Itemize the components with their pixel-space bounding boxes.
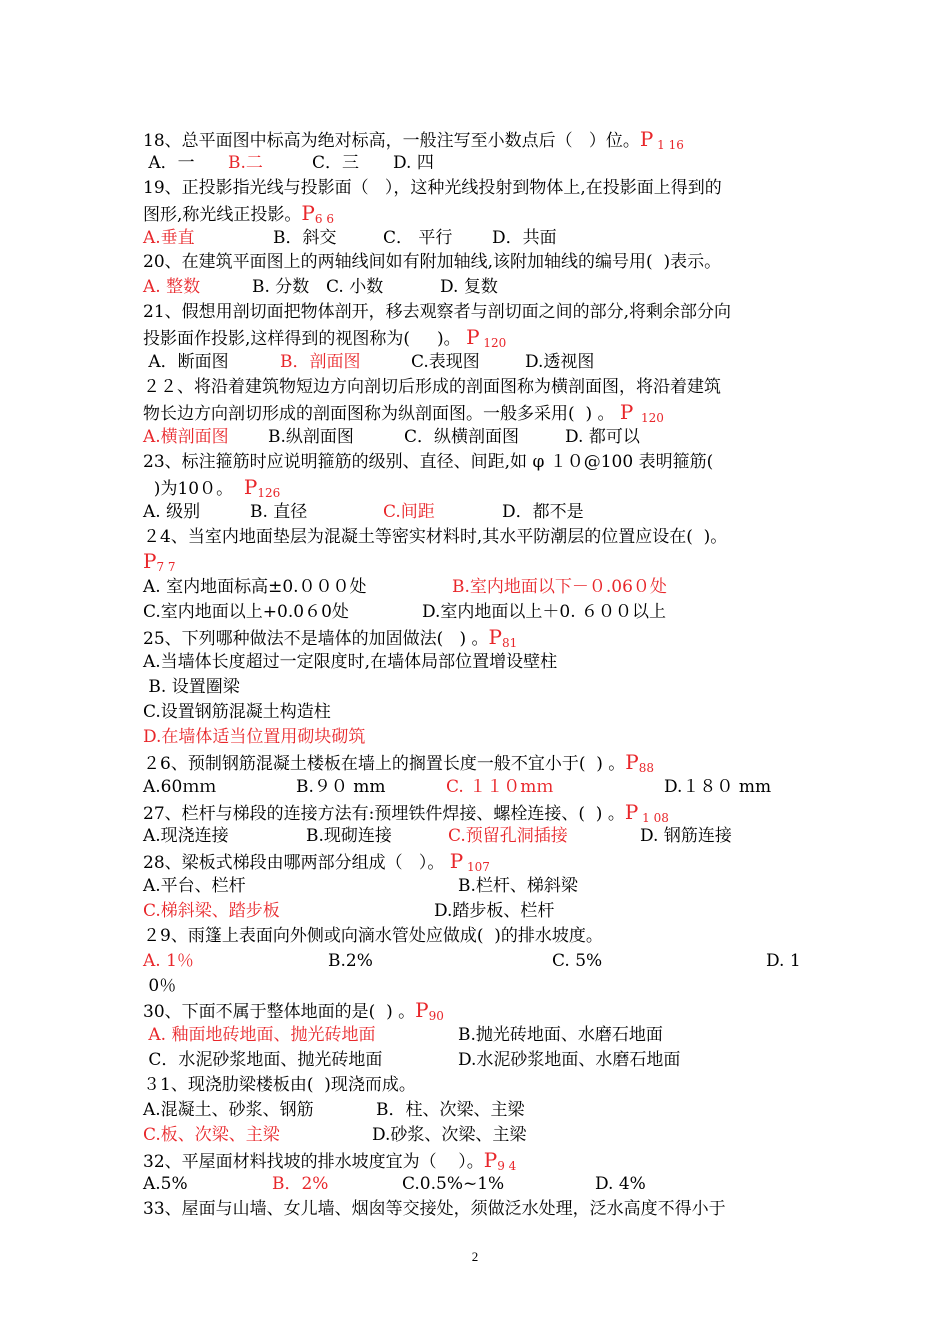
option-text: A．一 (143, 153, 195, 173)
option-text: D.水泥砂浆地面、水磨石地面 (458, 1050, 681, 1070)
page-ref-number: 1 08 (638, 811, 669, 825)
page-ref-marker: P (301, 201, 315, 225)
option-text: A. 室内地面标高±0.０００处 (143, 577, 367, 597)
question-line (143, 451, 713, 473)
question-line (143, 626, 517, 654)
option-text: C.0.5%~1% (402, 1174, 505, 1194)
answer-option: B．2% (272, 1174, 329, 1194)
text-segment: ２9、雨篷上表面向外侧或向滴水管处应做成( )的排水坡度。 (143, 926, 603, 946)
question-line (143, 925, 603, 947)
option-text: D.透视图 (525, 352, 595, 372)
page-ref-marker: P (143, 549, 157, 573)
text-segment: 18、总平面图中标高为绝对标高，一般注写至小数点后（ ）位。 (143, 131, 640, 151)
text-segment: 30、下面不属于整体地面的是( ) 。 (143, 1002, 416, 1022)
page-ref-marker: P (243, 475, 258, 499)
answer-option: B.室内地面以下－０.06０处 (452, 577, 667, 597)
option-text: C．三 (312, 153, 360, 173)
question-line (143, 850, 490, 878)
text-segment: 27、栏杆与梯段的连接方法有:预埋铁件焊接、螺栓连接、( ) 。 (143, 804, 625, 824)
question-line (143, 301, 731, 323)
option-text: B.现砌连接 (306, 826, 392, 846)
page-ref-number: 126 (257, 486, 281, 500)
answer-option: A.横剖面图 (143, 427, 229, 447)
option-text: D. 四 (393, 153, 434, 173)
option-text: D. 4% (595, 1174, 646, 1194)
answer-option: C.板、次梁、主梁 (143, 1125, 280, 1145)
page-ref-number: 88 (638, 761, 655, 775)
text-segment: 28、梁板式梯段由哪两部分组成（ ）。 (143, 853, 450, 873)
question-line (143, 1198, 726, 1220)
answer-option: B.二 (228, 153, 263, 173)
option-text: B. 直径 (250, 502, 308, 522)
page-ref-marker: P (466, 325, 480, 349)
option-text: B.纵剖面图 (268, 427, 354, 447)
page-number: 2 (471, 1249, 479, 1264)
option-text: C.室内地面以上+0.0６0处 (143, 602, 349, 622)
page-ref-marker: P (639, 127, 654, 151)
option-text: C. 小数 (326, 277, 384, 297)
option-text: B.９０ mm (296, 777, 386, 797)
text-segment: 0％ (143, 976, 177, 996)
text-segment: )为10０。 (143, 479, 244, 499)
question-line (143, 550, 176, 578)
text-segment: 20、在建筑平面图上的两轴线间如有附加轴线,该附加轴线的编号用( )表示。 (143, 252, 722, 272)
answer-option: C.预留孔洞插接 (448, 826, 568, 846)
option-text: D．共面 (492, 228, 557, 248)
question-line (143, 476, 280, 504)
answer-option: A. 釉面地砖地面、抛光砖地面 (143, 1025, 376, 1045)
option-text: B.栏杆、梯斜梁 (458, 876, 578, 896)
page-ref-number: 1 16 (653, 138, 684, 152)
page-ref-number: 6 6 (314, 212, 334, 226)
question-line (143, 651, 557, 673)
question-line (143, 751, 654, 779)
answer-text: D.在墙体适当位置用砌块砌筑 (143, 727, 366, 747)
question-line (143, 202, 334, 230)
option-text: C．纵横剖面图 (404, 427, 520, 447)
option-text: D.室内地面以上＋0. ６００以上 (422, 602, 667, 622)
option-text: D. 都可以 (565, 427, 640, 447)
text-segment: B. 设置圈梁 (143, 677, 240, 697)
option-text: D. 1 (766, 951, 801, 971)
question-line (143, 326, 506, 354)
text-segment: 物长边方向剖切形成的剖面图称为纵剖面图。一般多采用( ) 。 (143, 404, 620, 424)
page-ref-marker: P (619, 400, 634, 424)
page-ref-marker: P (625, 750, 639, 774)
page-ref-marker: P (624, 800, 639, 824)
option-text: C. 5% (552, 951, 603, 971)
text-segment: 33、屋面与山墙、女儿墙、烟囱等交接处，须做泛水处理，泛水高度不得小于 (143, 1199, 726, 1219)
text-segment: A.当墙体长度超过一定限度时,在墙体局部位置增设壁柱 (143, 652, 558, 672)
option-text: D.１８０ mm (664, 777, 772, 797)
question-line (143, 726, 365, 748)
option-text: B. 分数 (252, 277, 310, 297)
option-text: A.5% (143, 1174, 188, 1194)
option-text: A. 级别 (143, 502, 201, 522)
text-segment: 19、正投影指光线与投影面（ ），这种光线投射到物体上,在投影面上得到的 (143, 178, 722, 198)
text-segment: 23、标注箍筋时应说明箍筋的级别、直径、间距,如 φ １０@100 表明箍筋( (143, 452, 714, 472)
page-ref-number: 120 (479, 336, 507, 350)
text-segment: 21、假想用剖切面把物体剖开，移去观察者与剖切面之间的部分,将剩余部分向 (143, 302, 732, 322)
question-line (143, 999, 444, 1027)
page-ref-number: 120 (633, 411, 664, 425)
question-line (143, 975, 176, 997)
page-ref-marker: P (449, 849, 464, 873)
question-line (143, 251, 721, 273)
option-text: D. 钢筋连接 (640, 826, 732, 846)
page-ref-number: 90 (428, 1009, 444, 1023)
option-text: C．水泥砂浆地面、抛光砖地面 (143, 1050, 383, 1070)
option-text: A.平台、栏杆 (143, 876, 246, 896)
option-text: A.混凝土、砂浆、钢筋 (143, 1100, 314, 1120)
option-text: C.表现图 (411, 352, 480, 372)
option-text: D．都不是 (502, 502, 584, 522)
option-text: C． 平行 (383, 228, 453, 248)
option-text: B.2% (328, 951, 373, 971)
text-segment: C.设置钢筋混凝土构造柱 (143, 702, 331, 722)
page-ref-number: 81 (501, 636, 518, 650)
question-line (143, 177, 722, 199)
text-segment: 图形,称光线正投影。 (143, 205, 302, 225)
text-segment: ２6、预制钢筋混凝土楼板在墙上的搁置长度一般不宜小于( ) 。 (143, 754, 626, 774)
text-segment: 25、下列哪种做法不是墙体的加固做法( ) 。 (143, 629, 489, 649)
answer-option: C.间距 (383, 502, 435, 522)
page-ref-number: 107 (463, 860, 490, 874)
page-ref-marker: P (415, 998, 429, 1022)
page-ref-number: 7 7 (156, 560, 176, 574)
question-line (143, 1074, 416, 1096)
option-text: D.踏步板、栏杆 (434, 901, 555, 921)
question-line (143, 401, 664, 429)
page-ref-marker: P (483, 1148, 498, 1172)
text-segment: 投影面作投影,这样得到的视图称为( )。 (143, 329, 467, 349)
text-segment: ２２、将沿着建筑物短边方向剖切后形成的剖面图称为横剖面图，将沿着建筑 (143, 377, 721, 397)
answer-option: C.梯斜梁、踏步板 (143, 901, 280, 921)
question-line (143, 676, 240, 698)
answer-option: A. 整数 (143, 277, 201, 297)
option-text: B．柱、次梁、主梁 (376, 1100, 525, 1120)
answer-option: B．剖面图 (280, 352, 361, 372)
text-segment: ３1、现浇肋梁楼板由( )现浇而成。 (143, 1075, 416, 1095)
option-text: A．断面图 (143, 352, 229, 372)
question-line (143, 376, 721, 398)
option-text: A.60ｍｍ (143, 777, 217, 797)
question-line (143, 526, 727, 548)
page-ref-number: 9 4 (497, 1159, 517, 1173)
text-segment: 32、平屋面材料找坡的排水坡度宜为（ ）。 (143, 1152, 484, 1172)
option-text: B.抛光砖地面、水磨石地面 (458, 1025, 663, 1045)
page-ref-marker: P (488, 625, 502, 649)
option-text: D. 复数 (440, 277, 498, 297)
answer-option: A.垂直 (143, 228, 195, 248)
option-text: D.砂浆、次梁、主梁 (372, 1125, 527, 1145)
question-line (143, 701, 331, 723)
answer-option: C. １１０mｍ (446, 777, 554, 797)
option-text: A.现浇连接 (143, 826, 229, 846)
option-text: B．斜交 (273, 228, 337, 248)
text-segment: ２4、当室内地面垫层为混凝土等密实材料时,其水平防潮层的位置应设在( )。 (143, 527, 728, 547)
answer-option: A. 1％ (143, 951, 194, 971)
